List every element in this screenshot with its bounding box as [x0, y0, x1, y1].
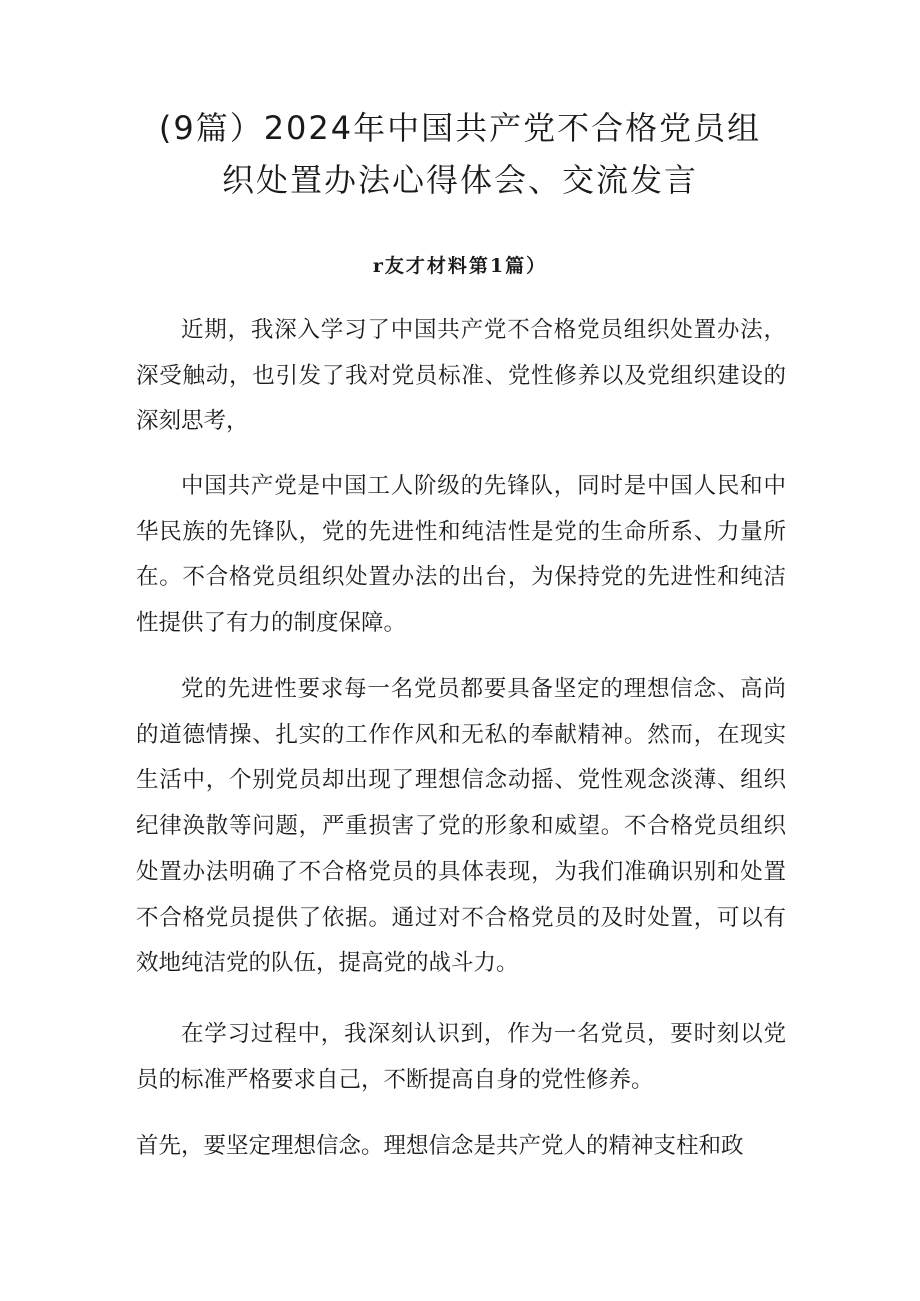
- paragraph-1: 近期，我深入学习了中国共产党不合格党员组织处置办法，深受触动，也引发了我对党员标准、党性修养以及党组织建设的深刻思考，: [136, 317, 786, 435]
- paragraph-3: 党的先进性要求每一名党员都要具备坚定的理想信念、高尚的道德情操、扎实的工作作风和无私的奉献精神。然而，在现实生活中，个别党员却出现了理想信念动摇、党性观念淡薄、组织纪律涣散等问题，严重损害了党的形象和威望。不合格党员组织处置办法明确了不合格党员的具体表现，为我们准确识别和处置不合格党员提供了依据。通过对不合格党员的及时处置，可以有效地纯洁党的队伍，提高党的战斗力。: [136, 676, 786, 977]
- paragraph-4: 在学习过程中，我深刻认识到，作为一名党员，要时刻以党员的标准严格要求自己，不断提高自身的党性修养。: [136, 1021, 786, 1093]
- paragraph-2: 中国共产党是中国工人阶级的先锋队，同时是中国人民和中华民族的先锋队，党的先进性和纯洁性是党的生命所系、力量所在。不合格党员组织处置办法的出台，为保持党的先进性和纯洁性提供了有力的制度保障。: [136, 473, 786, 637]
- document-title-line-2: 织处置办法心得体会、交流发言: [221, 161, 698, 199]
- section-subtitle: r友才材料第1篇）: [372, 255, 548, 277]
- document-title-line-1: (9篇）2024年中国共产党不合格党员组: [158, 109, 762, 147]
- paragraph-5: 首先，要坚定理想信念。理想信念是共产党人的精神支柱和政: [136, 1133, 744, 1159]
